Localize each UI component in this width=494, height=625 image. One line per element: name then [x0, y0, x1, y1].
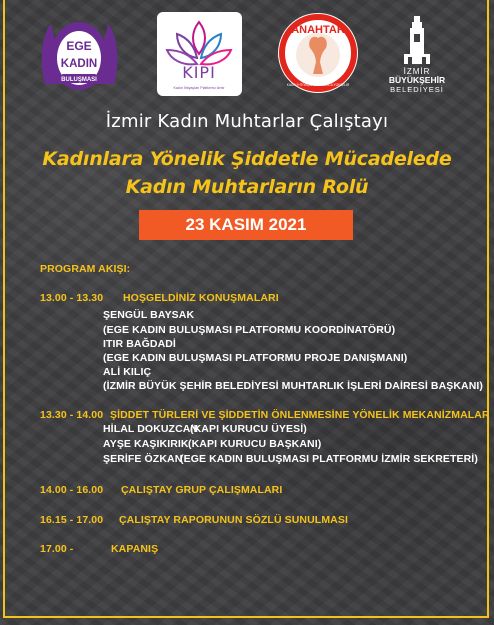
- session2-title: ŞİDDET TÜRLERİ VE ŞİDDETİN ÖNLENMESİNE YÖNELİK MEKANİZMALAR: [110, 409, 490, 421]
- headline-line-1: Kadınlara Yönelik Şiddetle Mücadelede: [42, 148, 452, 170]
- session2-role1: (KAPI KURUCU ÜYESİ): [190, 423, 307, 435]
- ege-kadin-logo: [37, 14, 122, 94]
- headline-line-2: Kadın Muhtarların Rolü: [125, 176, 369, 198]
- date-badge: 23 KASIM 2021: [139, 210, 353, 240]
- session2-speaker3: ŞERİFE ÖZKAN: [103, 453, 183, 465]
- session5-time: 17.00 -: [40, 543, 74, 555]
- anahtar-ring: KADIN İHTİYAÇLARI BULUNCA YÜKSELİR: [286, 83, 350, 87]
- session4-time: 16.15 - 17.00: [40, 514, 104, 526]
- session1-role3: (İZMİR BÜYÜK ŞEHİR BELEDİYESİ MUHTARLIK İŞLERİ DAİRESİ BAŞKANI): [103, 380, 484, 392]
- session1-title: HOŞGELDİNİZ KONUŞMALARI: [123, 292, 279, 304]
- session1-speaker3: ALİ KILIÇ: [103, 366, 152, 378]
- ege-line2: KADIN: [60, 58, 98, 70]
- session3-time: 14.00 - 16.00: [40, 484, 104, 496]
- anahtar-name: ANAHTAR: [291, 24, 345, 36]
- izmir-l3: BELEDİYESİ: [390, 85, 444, 94]
- kipi-letters: KIPI: [182, 63, 216, 82]
- izmir-bb-logo: [378, 14, 456, 96]
- session1-role1: (EGE KADIN BULUŞMASI PLATFORMU KOORDİNATÖRÜ): [103, 324, 396, 336]
- session2-role3: (EGE KADIN BULUŞMASI PLATFORMU İZMİR SEKRETERİ): [180, 453, 478, 465]
- conference-title: İzmir Kadın Muhtarlar Çalıştayı: [105, 111, 389, 132]
- kipi-tag: Kadın İhtiyaçları Platformu İzmir: [173, 86, 225, 90]
- session1-role2: (EGE KADIN BULUŞMASI PLATFORMU PROJE DANIŞMANI): [103, 352, 408, 364]
- session3-title: ÇALIŞTAY GRUP ÇALIŞMALARI: [121, 484, 283, 496]
- ege-line1: EGE: [66, 39, 92, 53]
- logo-row: [0, 12, 494, 97]
- session2-speaker2: AYŞE KAŞIKIRIK: [103, 438, 189, 450]
- izmir-l1: İZMİR: [403, 67, 431, 76]
- anahtar-logo: [277, 12, 359, 94]
- session4-title: ÇALIŞTAY RAPORUNUN SÖZLÜ SUNULMASI: [119, 514, 348, 526]
- program-heading: PROGRAM AKIŞI:: [40, 263, 131, 275]
- session5-title: KAPANIŞ: [111, 543, 159, 555]
- izmir-l2: BÜYÜKŞEHİR: [388, 75, 446, 85]
- session1-time: 13.00 - 13.30: [40, 292, 104, 304]
- session1-speaker2: ITIR BAĞDADİ: [103, 338, 176, 350]
- ege-line3: BULUŞMASI: [61, 77, 97, 83]
- session2-role2: (KAPI KURUCU BAŞKANI): [188, 438, 322, 450]
- session1-speaker1: ŞENGÜL BAYSAK: [103, 309, 195, 321]
- session2-time: 13.30 - 14.00: [40, 409, 104, 421]
- session2-speaker1: HİLAL DOKUZCAN: [103, 423, 199, 435]
- kipi-logo: [157, 12, 242, 96]
